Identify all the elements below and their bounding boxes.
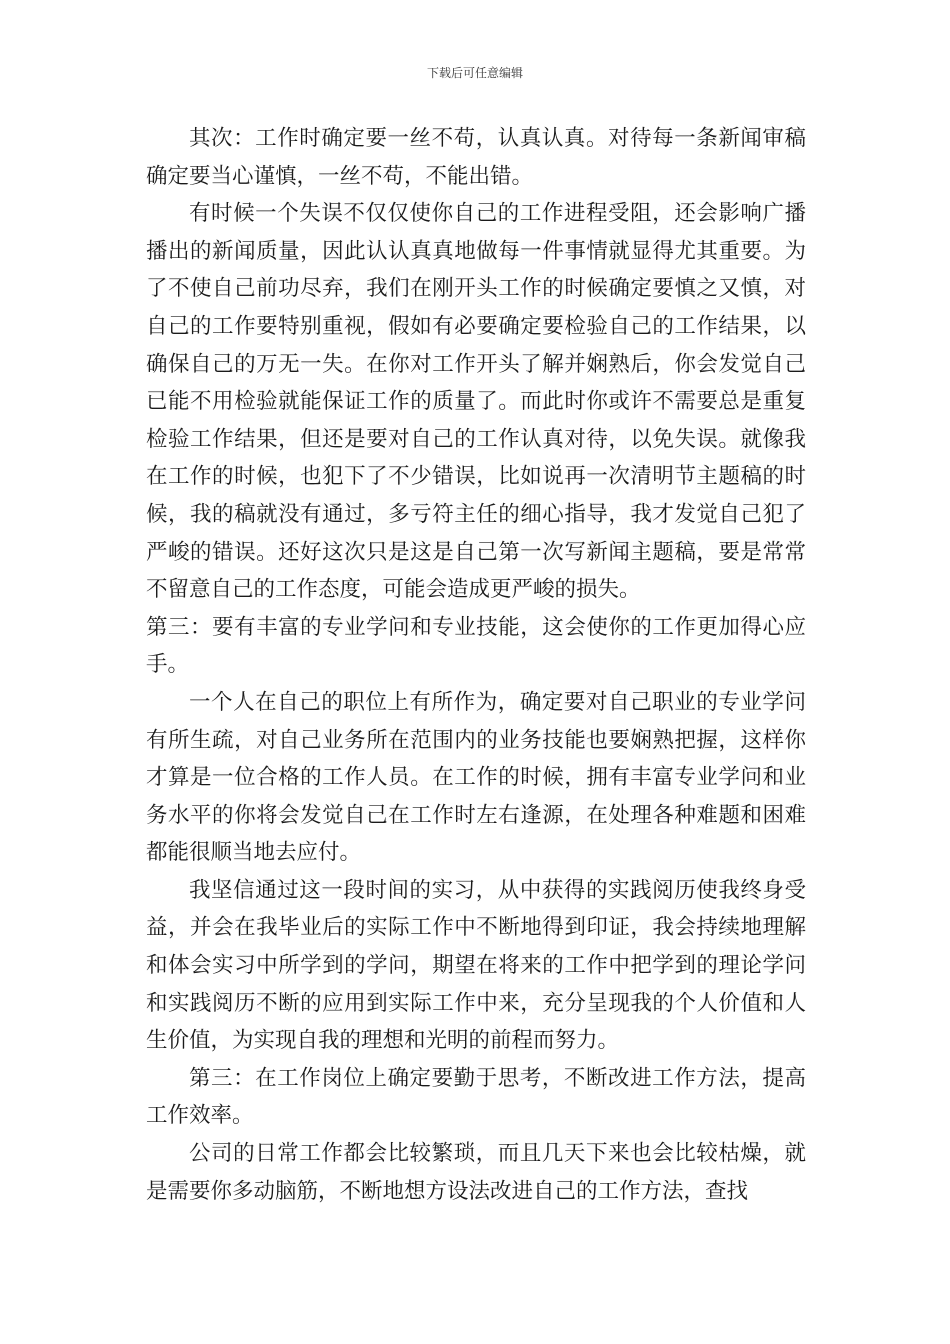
section-heading: 第三：要有丰富的专业学问和专业技能，这会使你的工作更加得心应手。: [146, 614, 806, 678]
document-body: [146, 120, 806, 1210]
section-heading: 第三：在工作岗位上确定要勤于思考，不断改进工作方法，提高工作效率。: [146, 1065, 806, 1129]
paragraph: 一个人在自己的职位上有所作为，确定要对自己职业的专业学问有所生疏，对自己业务所在范围内的业务技能也要娴熟把握，这样你才算是一位合格的工作人员。在工作的时候，拥有丰富专业学问和业务水平的你将会发觉自己在工作时左右逢源，在处理各种难题和困难都能很顺当地去应付。: [146, 689, 806, 866]
page-header-note: 下载后可任意编辑: [426, 66, 523, 80]
paragraph: 我坚信通过这一段时间的实习，从中获得的实践阅历使我终身受益，并会在我毕业后的实际工作中不断地得到印证，我会持续地理解和体会实习中所学到的学问，期望在将来的工作中把学到的理论学问和实践阅历不断的应用到实际工作中来，充分呈现我的个人价值和人生价值，为实现自我的理想和光明的前程而努力。: [146, 877, 806, 1054]
paragraph: 公司的日常工作都会比较繁琐，而且几天下来也会比较枯燥，就是需要你多动脑筋，不断地想方设法改进自己的工作方法，查找: [146, 1141, 806, 1204]
paragraph: 有时候一个失误不仅仅使你自己的工作进程受阻，还会影响广播播出的新闻质量，因此认认真真地做每一件事情就显得尤其重要。为了不使自己前功尽弃，我们在刚开头工作的时候确定要慎之又慎，对自己的工作要特别重视，假如有必要确定要检验自己的工作结果，以确保自己的万无一失。在你对工作开头了解并娴熟后，你会发觉自己已能不用检验就能保证工作的质量了。而此时你或许不需要总是重复检验工作结果，但还是要对自己的工作认真对待，以免失误。就像我在工作的时候，也犯下了不少错误，比如说再一次清明节主题稿的时候，我的稿就没有通过，多亏符主任的细心指导，我才发觉自己犯了严峻的错误。还好这次只是这是自己第一次写新闻主题稿，要是常常不留意自己的工作态度，可能会造成更严峻的损失。: [146, 201, 806, 603]
paragraph: 其次：工作时确定要一丝不苟，认真认真。对待每一条新闻审稿确定要当心谨慎，一丝不苟，不能出错。: [146, 126, 806, 189]
